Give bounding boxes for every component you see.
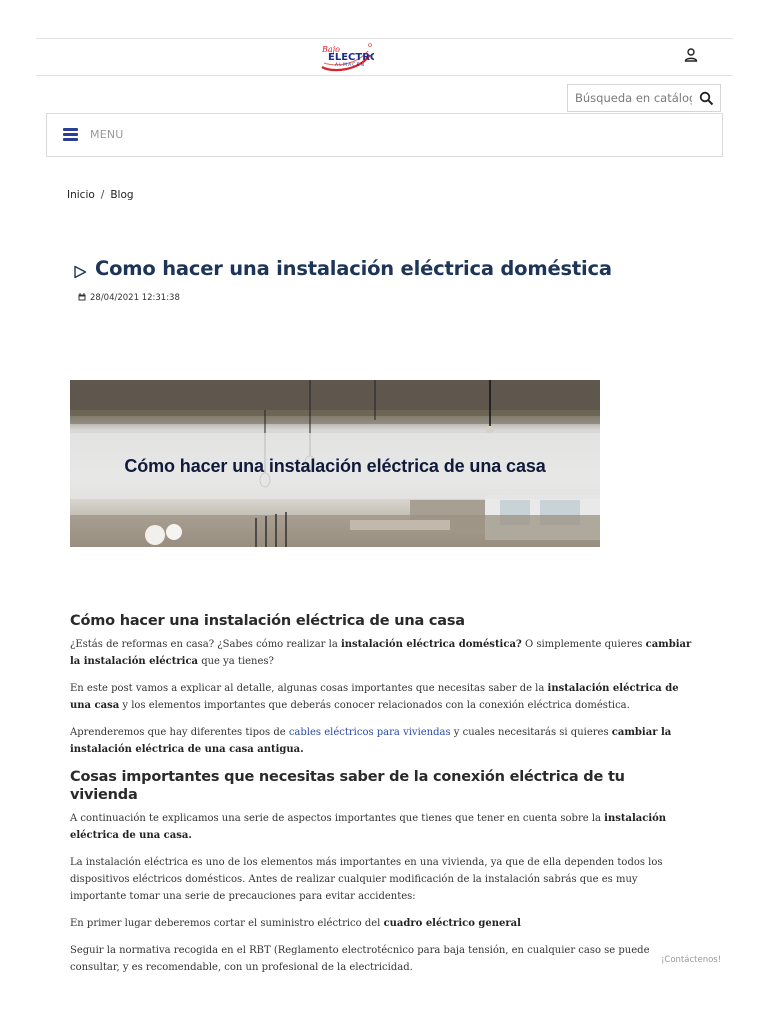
text-span: y cuales necesitarás si quieres (450, 727, 612, 738)
user-account-icon[interactable] (683, 47, 699, 63)
text-span: O simplemente quieres (521, 639, 646, 650)
article-paragraph-3 (70, 724, 694, 758)
article-paragraph-1 (70, 636, 694, 670)
text-span: que ya tienes? (198, 656, 274, 667)
breadcrumb-home-link[interactable]: Inicio (67, 189, 95, 201)
header-top-border (36, 38, 733, 39)
contact-us-link[interactable]: ¡Contáctenos! (661, 955, 722, 965)
svg-text:Bajo: Bajo (322, 45, 340, 54)
article-body (70, 612, 694, 986)
text-bold: cuadro eléctrico general (383, 918, 521, 929)
play-icon (73, 265, 87, 279)
calendar-icon (78, 293, 86, 301)
article-paragraph-4 (70, 810, 694, 844)
cables-link[interactable]: cables eléctricos para viviendas (288, 727, 451, 738)
svg-text:ALMACÉN: ALMACÉN (335, 63, 366, 68)
menu-label: MENU (90, 128, 124, 141)
text-bold: cambiar la instalación eléctrica (70, 639, 692, 667)
text-span: En este post vamos a explicar al detalle, algunas cosas importantes que necesitas saber de la (70, 683, 548, 694)
svg-text:ELECTRO: ELECTRO (328, 52, 374, 63)
breadcrumb (67, 189, 134, 201)
text-bold: instalación eléctrica de una casa (70, 683, 679, 711)
hamburger-icon (63, 128, 78, 141)
hero-caption: Cómo hacer una instalación eléctrica de una casa (124, 456, 546, 476)
article-paragraph-5: La instalación eléctrica es uno de los elementos más importantes en una vivienda, ya que de ella dependen todos los dispositivos eléctricos domésticos. Antes de realizar cualquier modificación de la instalación sabrás que es muy importante tomar una serie de precauciones para evitar accidentes: (70, 857, 663, 902)
post-date (78, 293, 180, 303)
search-input[interactable] (568, 85, 692, 111)
text-span: A continuación te explicamos una serie de aspectos importantes que tienes que tener en cuenta sobre la (70, 813, 605, 824)
article-heading-1: Cómo hacer una instalación eléctrica de una casa (70, 613, 465, 629)
site-logo[interactable] (318, 41, 374, 73)
main-menu-toggle[interactable] (46, 113, 723, 157)
text-span: Aprenderemos que hay diferentes tipos de (70, 727, 289, 738)
text-bold: instalación eléctrica de una casa. (70, 813, 667, 841)
breadcrumb-separator: / (100, 189, 105, 201)
post-header (73, 257, 733, 287)
text-span: En primer lugar deberemos cortar el suministro eléctrico del (70, 918, 384, 929)
post-date-text: 28/04/2021 12:31:38 (90, 293, 180, 303)
text-bold: cambiar la instalación eléctrica de una casa antigua. (70, 727, 672, 755)
article-paragraph-6 (70, 915, 694, 932)
article-heading-2: Cosas importantes que necesitas saber de la conexión eléctrica de tu vivienda (70, 769, 625, 803)
text-span: y los elementos importantes que deberás conocer relacionados con la conexión eléctrica doméstica. (119, 700, 630, 711)
article-paragraph-7: Seguir la normativa recogida en el RBT (Reglamento electrotécnico para baja tensión, en cualquier caso se puede consultar, y es recomendable, con un profesional de la electricidad. (70, 945, 650, 973)
text-bold: instalación eléctrica doméstica? (340, 639, 522, 650)
post-title: Como hacer una instalación eléctrica doméstica (95, 257, 612, 280)
text-span: ¿Estás de reformas en casa? ¿Sabes cómo realizar la (70, 639, 341, 650)
search-icon[interactable] (699, 91, 714, 106)
post-hero-image (70, 380, 600, 547)
article-paragraph-2 (70, 680, 694, 714)
search-widget (567, 84, 721, 112)
header-bottom-border (36, 75, 733, 76)
breadcrumb-blog-link[interactable]: Blog (110, 189, 134, 201)
